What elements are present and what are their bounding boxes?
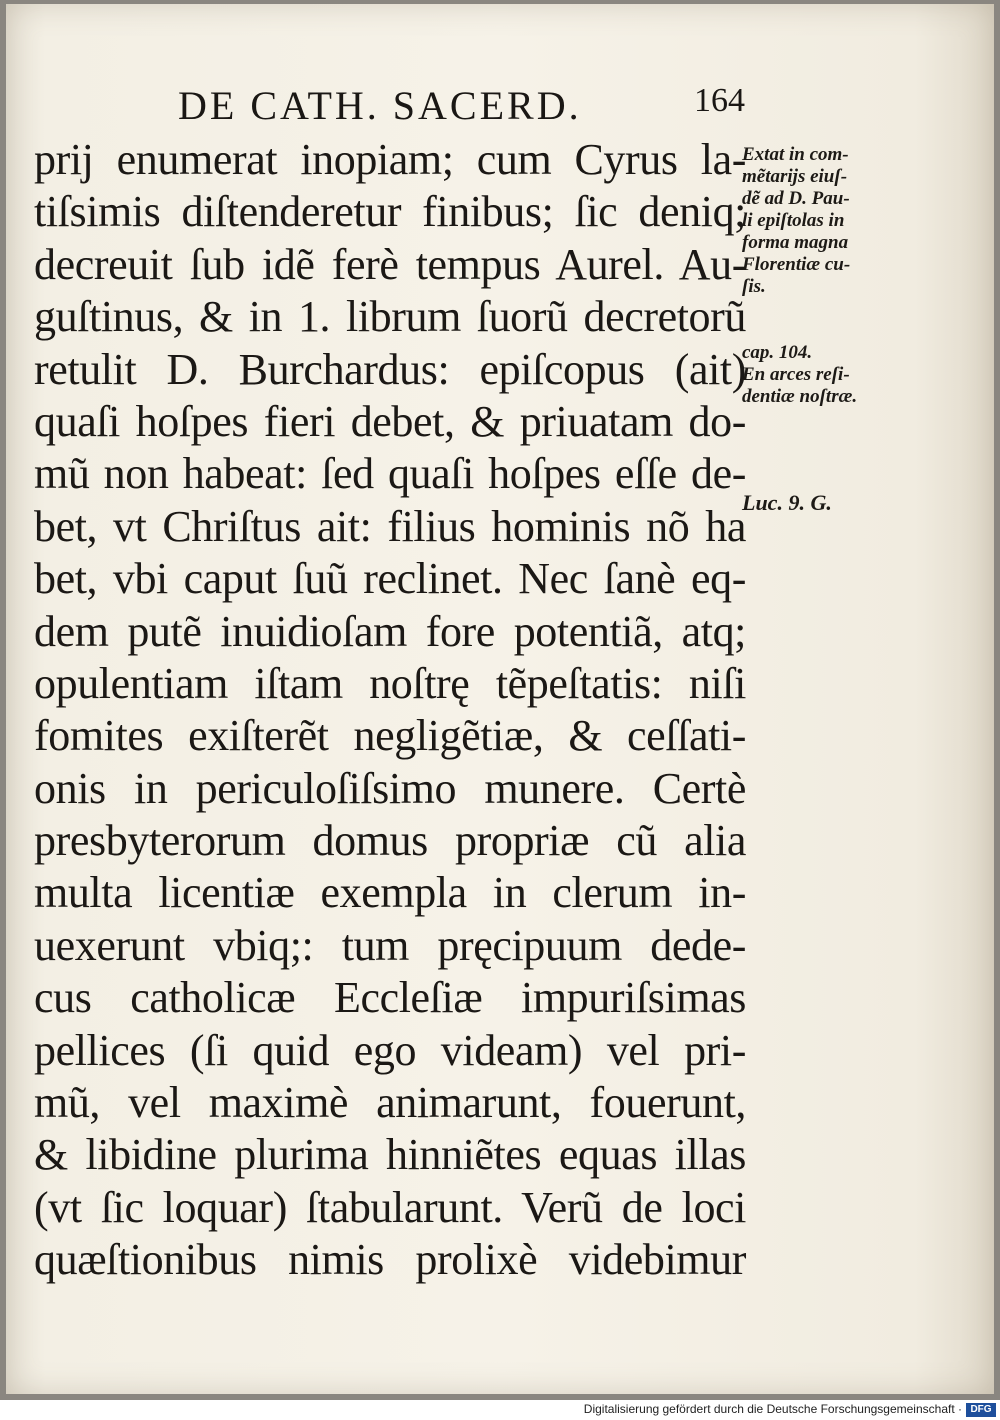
text-line: bet, vbi caput ſuũ reclinet. Nec ſanè eq- (34, 554, 746, 604)
page-number: 164 (694, 82, 745, 119)
marginal-note (742, 492, 892, 514)
marginal-note (742, 342, 892, 408)
marginal-note-line: ſis. (742, 276, 766, 297)
text-line: cus catholicæ Eccleſiæ impuriſsimas (34, 973, 746, 1023)
text-line: uexerunt vbiq;: tum pręcipuum dede- (34, 920, 746, 970)
text-line: pellices (ſi quid ego videam) vel pri- (34, 1025, 746, 1075)
text-line: mũ, vel maximè animarunt, fouerunt, (34, 1078, 746, 1128)
text-line: (vt ſic loquar) ſtabularunt. Verũ de loci (34, 1182, 746, 1232)
text-line: prij enumerat inopiam; cum Cyrus la- (34, 135, 746, 184)
text-line: decreuit ſub idẽ ferè tempus Aurel. Au- (34, 239, 746, 289)
text-line: retulit D. Burchardus: epiſcopus (ait) (34, 344, 746, 394)
text-line: tiſsimis diſtenderetur finibus; ſic deniq; (34, 187, 746, 237)
text-line: fomites exiſterẽt negligẽtiæ, & ceſſati- (34, 711, 746, 761)
text-line: presbyterorum domus propriæ cũ alia (34, 816, 746, 866)
text-line: bet, vt Chriſtus ait: filius hominis nõ ha (34, 501, 746, 551)
text-line: guſtinus, & in 1. librum ſuorũ decretorũ (34, 292, 746, 342)
text-line: quæſtionibus nimis prolixè videbimur (34, 1235, 746, 1285)
marginal-note-line: li epiſtolas in (742, 210, 845, 231)
book-page (6, 4, 994, 1394)
funding-notice: Digitalisierung gefördert durch die Deutsche Forschungsgemeinschaft · (583, 1402, 962, 1416)
text-line: mũ non habeat: ſed quaſi hoſpes eſſe de- (34, 449, 746, 499)
text-line: onis in periculoſiſsimo munere. Certè (34, 763, 746, 813)
marginal-note (742, 144, 892, 298)
text-line: dem putẽ inuidioſam fore potentiã, atq; (34, 606, 746, 656)
text-line: opulentiam iſtam noſtrę tẽpeſtatis: niſi (34, 658, 746, 708)
text-line: & libidine plurima hinniẽtes equas illas (34, 1130, 746, 1180)
marginal-note-line: Luc. 9. G. (742, 490, 832, 515)
marginal-note-line: dẽ ad D. Pau- (742, 188, 850, 209)
main-text (34, 134, 746, 1287)
marginal-note-line: mẽtarijs eiuſ- (742, 166, 848, 187)
marginal-note-line: forma magna (742, 232, 849, 253)
text-line: quaſi hoſpes fieri debet, & priuatam do- (34, 396, 746, 446)
text-line: multa licentiæ exempla in clerum in- (34, 868, 746, 918)
marginal-note-line: Florentiæ cu- (742, 254, 851, 275)
running-title: DE CATH. SACERD. (178, 83, 582, 128)
dfg-logo: DFG (966, 1403, 996, 1417)
marginal-note-line: dentiæ noſtræ. (742, 386, 858, 407)
marginal-note-line: Extat in com- (742, 144, 849, 165)
marginal-note-line: En arces reſi- (742, 364, 850, 385)
marginal-note-line: cap. 104. (742, 342, 813, 363)
digitization-footer (0, 1400, 1000, 1420)
